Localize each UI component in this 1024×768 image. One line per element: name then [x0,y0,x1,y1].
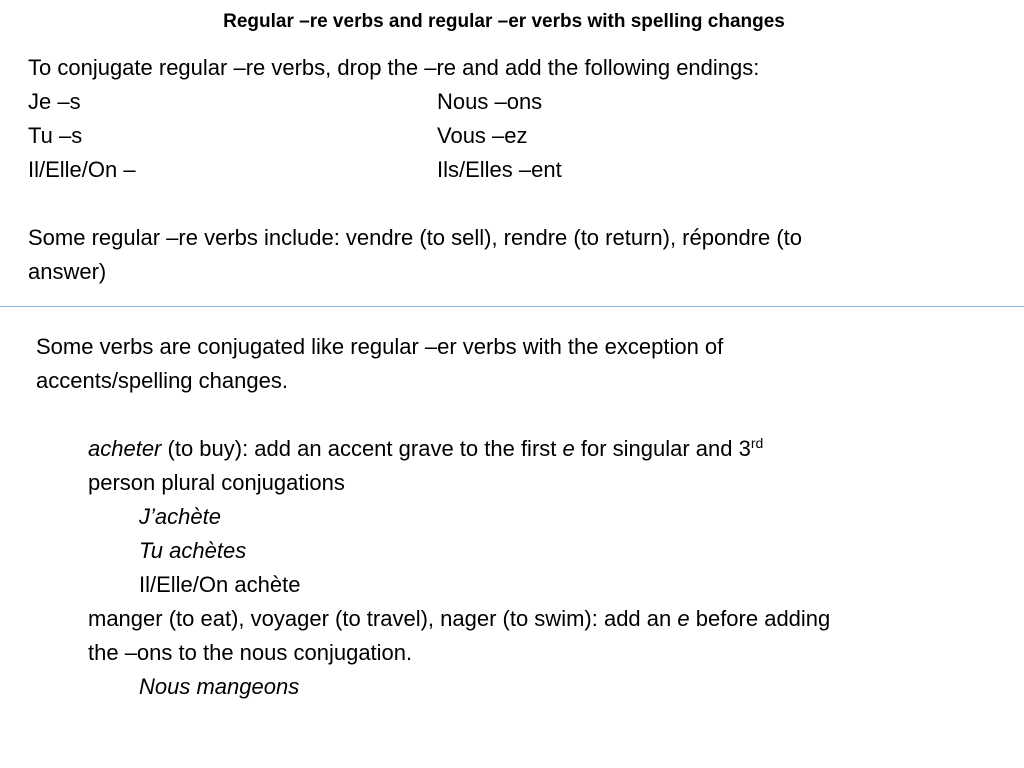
manger-example: Nous mangeons [139,674,300,699]
conjugation-row [28,119,988,153]
er-verbs-intro: Some verbs are conjugated like regular –er verbs with the exception of [36,334,724,359]
acheter-rule-text-end: for singular and 3 [574,436,751,461]
re-verbs-examples: Some regular –re verbs include: vendre (to sell), rendre (to return), répondre (to [28,225,803,250]
acheter-verb: acheter [88,436,162,461]
acheter-form: Il/Elle/On achète [139,572,301,597]
section-divider [0,306,1024,307]
acheter-form: J’achète [139,504,221,529]
acheter-rule-continued: person plural conjugations [88,470,345,495]
manger-rule-text-end: before adding [689,606,831,631]
conjugation-row [28,153,988,187]
ordinal-superscript: rd [750,435,764,451]
manger-rule-letter: e [677,606,690,631]
conjugation-singular: Tu –s [28,123,83,148]
conjugation-plural: Nous –ons [437,89,543,114]
er-verbs-intro-continued: accents/spelling changes. [36,368,288,393]
acheter-rule-letter: e [562,436,575,461]
manger-rule-continued: the –ons to the nous conjugation. [88,640,413,665]
er-verbs-section [36,330,996,704]
conjugation-plural: Vous –ez [437,123,528,148]
manger-rule-text: manger (to eat), voyager (to travel), nager (to swim): add an [88,606,678,631]
slide-title: Regular –re verbs and regular –er verbs with spelling changes [223,11,785,32]
conjugation-plural: Ils/Elles –ent [437,157,562,182]
acheter-rule [36,432,996,466]
manger-rule [36,602,996,636]
acheter-form: Tu achètes [139,538,247,563]
re-verbs-examples-continued: answer) [28,259,107,284]
re-verbs-section [28,51,988,289]
conjugation-singular: Je –s [28,89,81,114]
acheter-rule-text: (to buy): add an accent grave to the first [161,436,563,461]
conjugation-row [28,85,988,119]
re-verbs-intro: To conjugate regular –re verbs, drop the –re and add the following endings: [28,55,760,80]
conjugation-singular: Il/Elle/On – [28,157,136,182]
